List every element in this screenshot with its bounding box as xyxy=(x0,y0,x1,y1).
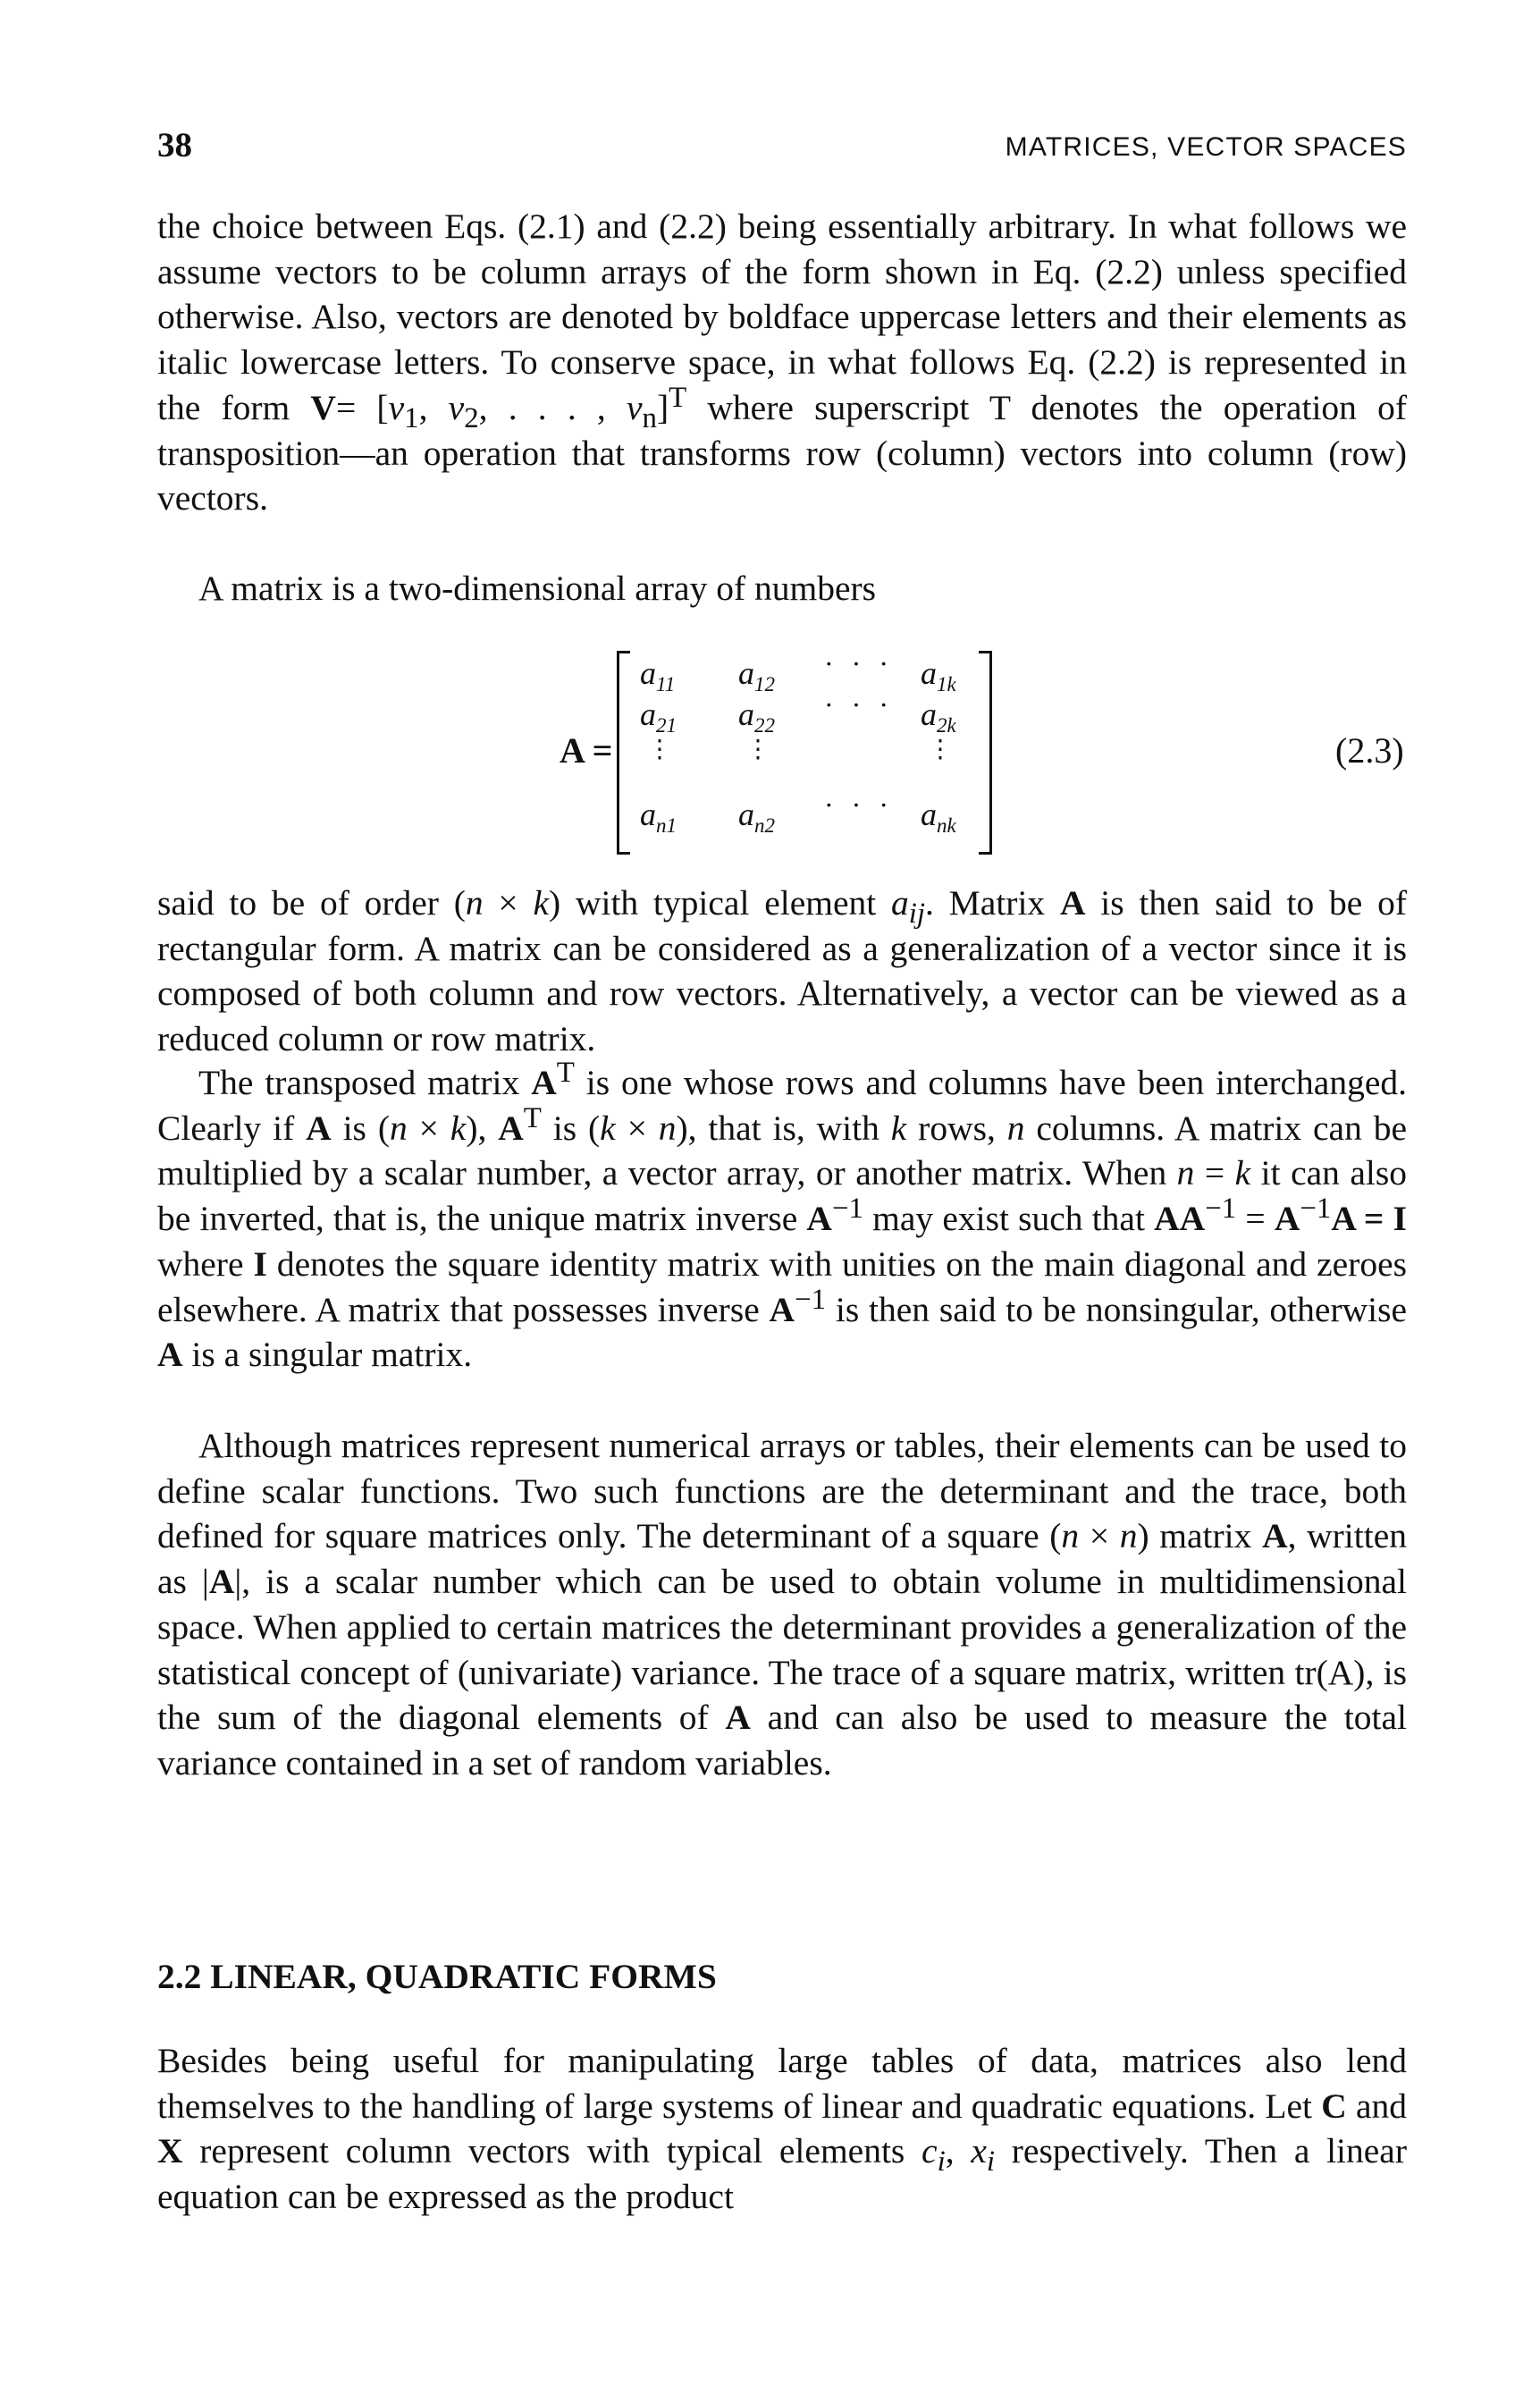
matrix-element: $a_{21}$ xyxy=(640,696,677,737)
running-head: MATRICES, VECTOR SPACES xyxy=(1005,132,1407,162)
page-number: 38 xyxy=(157,126,192,164)
paragraph-linear-forms: Besides being useful for manipulating large tables of data, matrices also lend themselves to the handling of large systems of linear and quadratic equations. Let C and X represent column vectors with typical elements $c_i$, $x_i$ respectively. Then a linear equation can be expressed as the product xyxy=(157,2041,1407,2217)
matrix-A xyxy=(617,644,992,858)
matrix-hdots: · · · xyxy=(824,688,894,721)
matrix-vdots: ⋮ xyxy=(745,736,770,763)
matrix-element: $a_{2k}$ xyxy=(921,696,956,737)
matrix-element: $a_{12}$ xyxy=(738,655,775,696)
matrix-element: $a_{n1}$ xyxy=(640,796,677,838)
matrix-vdots: ⋮ xyxy=(647,736,672,763)
paragraph-order: said to be of order (n × k) with typical element $a_{ij}$. Matrix A is then said to be of rectangular form. A matrix can be considered as a generalization of a vector since it is composed of both column and row vectors. Alternatively, a vector can be viewed as a reduced column or row matrix. xyxy=(157,883,1407,1059)
paragraph-transpose: The transposed matrix $A^T$ is one whose rows and columns have been interchanged. Clearly if A is (n × k), $A^T$ is (k × n), that is, with k rows, n columns. A matrix can be multiplied by a scalar number, a vector array, or another matrix. When n = k it can also be inverted, that is, the unique matrix inverse $A^{-1}$ may exist such that $AA^{-1} = A^{-1}A = I$ where I denotes the square identity matrix with unities on the main diagonal and zeroes elsewhere. A matrix that possesses inverse $A^{-1}$ is then said to be nonsingular, otherwise A is a singular matrix. xyxy=(157,1056,1408,1375)
equation-2-3 xyxy=(0,644,1540,858)
matrix-element: $a_{1k}$ xyxy=(921,655,956,696)
matrix-element: $a_{nk}$ xyxy=(921,796,956,838)
paragraph-determinant: Although matrices represent numerical arrays or tables, their elements can be used to define scalar functions. Two such functions are the determinant and the trace, both defined for square matrices only. The determinant of a square (n × n) matrix A, written as |A|, is a scalar number which can be used to obtain volume in multidimensional space. When applied to certain matrices the determinant provides a generalization of the statistical concept of (univariate) variance. The trace of a square matrix, written tr(A), is the sum of the diagonal elements of A and can also be used to measure the total variance contained in a set of random variables. xyxy=(157,1426,1408,1783)
matrix-vdots: ⋮ xyxy=(928,736,953,763)
section-heading: 2.2 LINEAR, QUADRATIC FORMS xyxy=(157,1957,717,1996)
right-bracket xyxy=(979,651,992,855)
equation-number: (2.3) xyxy=(1335,730,1404,771)
left-bracket xyxy=(617,651,630,855)
paragraph-matrix-intro: A matrix is a two-dimensional array of numbers xyxy=(198,569,877,608)
matrix-element: $a_{n2}$ xyxy=(738,796,775,838)
page-header xyxy=(157,125,1407,172)
matrix-element: $a_{22}$ xyxy=(738,696,775,737)
matrix-hdots: · · · xyxy=(824,647,894,679)
paragraph-vectors: the choice between Eqs. (2.1) and (2.2) being essentially arbitrary. In what follows we assume vectors to be column arrays of the form shown in Eq. (2.2) unless specified otherwise. Also, vectors are denoted by boldface uppercase letters and their elements as italic lowercase letters. To conserve space, in what follows Eq. (2.2) is represented in the form $V= [v_1$, $v_2$, . . . , $v_n]^T$ where superscript T denotes the operation of transposition—an operation that transforms row (column) vectors into column (row) vectors. xyxy=(157,206,1408,518)
matrix-hdots: · · · xyxy=(824,788,894,821)
equation-lhs: A = xyxy=(560,730,613,771)
matrix-element: $a_{11}$ xyxy=(640,655,676,696)
